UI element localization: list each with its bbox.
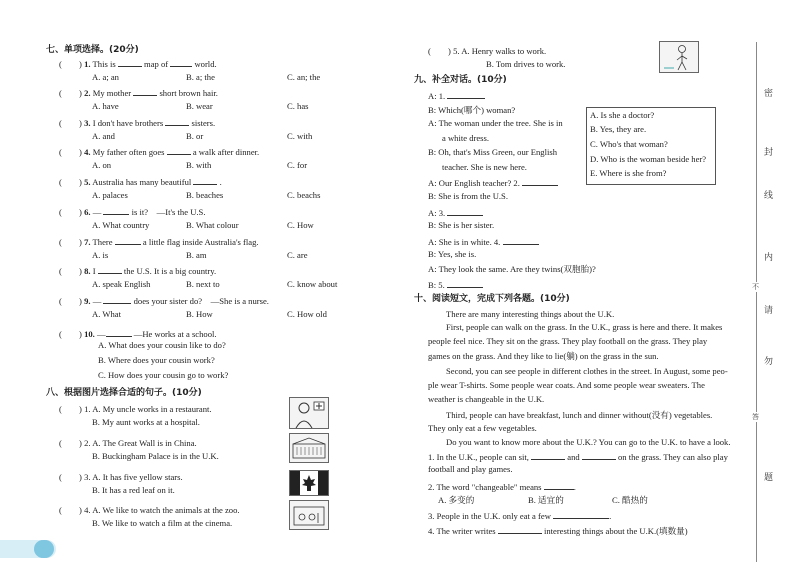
question-text: is it? —It's the U.S. <box>131 207 206 217</box>
option-b: B. beaches <box>186 190 224 200</box>
answer-blank[interactable] <box>133 86 157 96</box>
question-number: 3. <box>84 118 91 128</box>
binding-char: 封 <box>764 148 774 158</box>
dialogue-text: A: Our English teacher? 2. <box>428 178 520 188</box>
option-a: A. and <box>92 131 115 141</box>
option-c: C. Who's that woman? <box>590 139 668 149</box>
answer-blank[interactable] <box>531 450 565 460</box>
question-text: map of <box>144 59 169 69</box>
binding-line <box>756 42 757 562</box>
dialogue-line <box>428 220 494 230</box>
option-c: C. beachs <box>287 190 321 200</box>
q2-option-c: C. 酷热的 <box>612 495 648 505</box>
dialogue-line <box>428 176 558 188</box>
question-number: 10. <box>84 329 95 339</box>
question-1 <box>59 57 217 70</box>
answer-blank[interactable] <box>98 264 122 274</box>
option-c: C. has <box>287 101 309 111</box>
section-10-title: 十、阅读短文，完成下列各题。(10分) <box>414 294 570 304</box>
dialogue-line <box>428 147 557 157</box>
reading-question-1-cont: football and play games. <box>428 464 513 474</box>
binding-char: 勿 <box>764 357 774 367</box>
passage-line: There are many interesting things about the U.K. <box>446 309 615 319</box>
option-b: B. with <box>186 160 212 170</box>
reading-question-1 <box>428 450 728 462</box>
option-b: B. next to <box>186 279 220 289</box>
question-text: does your sister do? —She is a nurse. <box>133 296 269 306</box>
question-7 <box>59 235 259 248</box>
dialogue-text: B: Oh, that's Miss Green, our English <box>428 147 558 157</box>
option-a: A. What <box>92 309 121 319</box>
answer-blank[interactable] <box>115 235 141 245</box>
answer-paren[interactable]: ( ) <box>59 59 82 69</box>
question-10 <box>59 327 217 340</box>
answer-blank[interactable] <box>498 524 542 534</box>
option-a: A. palaces <box>92 190 128 200</box>
dialogue-line <box>428 263 596 275</box>
dialogue-line <box>428 235 539 247</box>
question-9 <box>59 294 269 307</box>
answer-paren[interactable]: ( ) <box>428 46 451 56</box>
answer-blank[interactable] <box>503 235 539 245</box>
walking-image <box>660 42 698 72</box>
answer-paren[interactable]: ( ) <box>59 438 82 448</box>
option-a: 5. A. Henry walks to work. <box>453 46 547 56</box>
dialogue-text: a white dress. <box>442 133 490 143</box>
option-c: C. How does your cousin go to work? <box>98 370 229 380</box>
dialogue-line <box>428 104 515 116</box>
answer-blank[interactable] <box>165 116 189 126</box>
binding-char: 请 <box>764 306 774 316</box>
option-a: 3. A. It has five yellow stars. <box>84 472 183 482</box>
passage-line: people feel nice. They sit on the grass. They play football on the grass. They play <box>428 336 708 346</box>
option-c: C. with <box>287 131 313 141</box>
option-c: C. How old <box>287 309 327 319</box>
option-c: C. an; the <box>287 72 321 82</box>
answer-blank[interactable] <box>167 145 191 155</box>
section-8-title: 八、根据图片选择合适的句子。(10分) <box>46 388 202 398</box>
palace-image <box>290 434 328 462</box>
section-8-item-3 <box>59 471 183 483</box>
answer-blank[interactable] <box>118 57 142 67</box>
dialogue-text: B: Which(哪个) woman? <box>428 105 516 115</box>
answer-blank[interactable] <box>553 509 609 519</box>
question-text: on the grass. They can also play <box>618 452 728 462</box>
option-b: B. am <box>186 250 207 260</box>
answer-paren[interactable]: ( ) <box>59 207 82 217</box>
dialogue-text: A: The woman under the tree. She is in <box>428 118 563 128</box>
question-3 <box>59 116 215 129</box>
question-number: 6. <box>84 207 91 217</box>
question-number: 2. <box>84 88 91 98</box>
answer-blank[interactable] <box>544 480 574 490</box>
section-9-title: 九、补全对话。(10分) <box>414 75 507 85</box>
answer-blank[interactable] <box>193 175 217 185</box>
question-text: world. <box>194 59 217 69</box>
dialogue-line <box>428 89 485 101</box>
question-number: 8. <box>84 266 91 276</box>
question-text: 4. The writer writes <box>428 526 496 536</box>
question-text: 3. People in the U.K. only eat a few <box>428 511 551 521</box>
answer-blank[interactable] <box>582 450 616 460</box>
dialogue-text: A: 1. <box>428 91 446 101</box>
dialogue-text: A: 3. <box>428 208 446 218</box>
dialogue-text: B: 5. <box>428 280 445 290</box>
binding-char: 密 <box>764 89 774 99</box>
option-a: A. a; an <box>92 72 119 82</box>
question-text: I don't have brothers <box>92 118 164 128</box>
question-6 <box>59 205 205 218</box>
picture-doctor <box>289 397 329 429</box>
answer-paren[interactable]: ( ) <box>59 472 82 482</box>
binding-char: 不 <box>752 283 759 291</box>
option-b: B. My aunt works at a hospital. <box>92 417 200 427</box>
question-text: 2. The word "changeable" means <box>428 482 542 492</box>
option-a: 1. A. My uncle works in a restaurant. <box>84 404 212 414</box>
option-b: B. or <box>186 131 204 141</box>
answer-paren[interactable]: ( ) <box>59 177 82 187</box>
dialogue-text: A: They look the same. Are they twins(双胞胎)? <box>428 264 596 274</box>
question-text: a little flag inside Australia's flag. <box>142 237 259 247</box>
dialogue-text: teacher. She is new here. <box>442 162 527 172</box>
binding-char: 内 <box>764 253 774 263</box>
dialogue-line <box>428 118 563 128</box>
option-b: B. It has a red leaf on it. <box>92 485 175 495</box>
dialogue-text: B: She is her sister. <box>428 220 495 230</box>
section-8-item-2 <box>59 437 197 449</box>
dialogue-line <box>428 249 476 259</box>
passage-line: They only eat a few vegetables. <box>428 423 537 433</box>
option-a: A. What does your cousin like to do? <box>98 340 226 350</box>
option-a: A. have <box>92 101 119 111</box>
answer-blank[interactable] <box>170 57 192 67</box>
dialogue-text: A: She is in white. 4. <box>428 237 501 247</box>
question-8 <box>59 264 216 277</box>
option-b: B. Where does your cousin work? <box>98 355 215 365</box>
question-text: — <box>92 207 102 217</box>
doctor-image <box>290 398 328 428</box>
passage-line: First, people can walk on the grass. In the U.K., grass is here and there. It makes <box>446 322 723 332</box>
question-text: 1. In the U.K., people can sit, <box>428 452 529 462</box>
dialogue-text: B: Yes, she is. <box>428 249 477 259</box>
passage-line: games on the grass. And they like to lie(躺) on the grass in the sun. <box>428 351 659 361</box>
answer-blank[interactable] <box>106 327 132 337</box>
passage-line: Third, people can have breakfast, lunch and dinner without(没有) vegetables. <box>446 410 713 420</box>
binding-char: 线 <box>764 191 774 201</box>
answer-blank[interactable] <box>447 206 483 216</box>
binding-char: 题 <box>764 473 774 483</box>
answer-blank[interactable] <box>103 205 129 215</box>
question-text: There <box>92 237 113 247</box>
section-7-title: 七、单项选择。(20分) <box>46 45 139 55</box>
answer-blank[interactable] <box>447 89 485 99</box>
section-8-item-5 <box>428 45 546 57</box>
question-text: short brown hair. <box>159 88 218 98</box>
page-number-circle <box>34 540 54 558</box>
question-4 <box>59 145 259 158</box>
question-number: 1. <box>84 59 91 69</box>
answer-paren[interactable]: ( ) <box>59 329 82 339</box>
dialogue-line <box>428 278 483 290</box>
answer-paren[interactable]: ( ) <box>59 266 82 276</box>
option-b: B. Yes, they are. <box>590 124 647 134</box>
section-8-item-1 <box>59 403 212 415</box>
option-a: A. Is she a doctor? <box>590 110 655 120</box>
answer-blank[interactable] <box>447 278 483 288</box>
option-a: A. is <box>92 250 109 260</box>
picture-walking <box>659 41 699 73</box>
question-2 <box>59 86 218 99</box>
question-number: 9. <box>84 296 91 306</box>
dialogue-line <box>428 191 508 201</box>
question-text: I <box>92 266 96 276</box>
option-a: A. on <box>92 160 112 170</box>
answer-paren[interactable]: ( ) <box>59 118 82 128</box>
canada-flag-image <box>290 471 328 495</box>
dialogue-options-box <box>586 107 716 185</box>
question-text: This is <box>92 59 116 69</box>
question-text: . <box>219 177 222 187</box>
option-c: C. know about <box>287 279 338 289</box>
picture-canada-flag <box>289 470 329 496</box>
question-number: 4. <box>84 147 91 157</box>
answer-paren[interactable]: ( ) <box>59 505 82 515</box>
answer-paren[interactable]: ( ) <box>59 296 82 306</box>
dialogue-line <box>442 133 489 143</box>
answer-blank[interactable] <box>522 176 558 186</box>
question-text: My father often goes <box>92 147 165 157</box>
question-text: and <box>567 452 580 462</box>
question-5 <box>59 175 222 188</box>
question-number: 5. <box>84 177 91 187</box>
option-a: 2. A. The Great Wall is in China. <box>84 438 197 448</box>
option-a: 4. A. We like to watch the animals at the zoo. <box>84 505 240 515</box>
option-b: B. wear <box>186 101 213 111</box>
zoo-image <box>290 501 328 529</box>
passage-line: Do you want to know more about the U.K.? You can go to the U.K. to have a look. <box>446 437 731 447</box>
answer-paren[interactable]: ( ) <box>59 88 82 98</box>
option-a: A. speak English <box>92 279 151 289</box>
picture-palace <box>289 433 329 463</box>
reading-question-4 <box>428 524 688 537</box>
answer-paren[interactable]: ( ) <box>59 404 82 414</box>
question-text: sisters. <box>191 118 216 128</box>
question-text: the U.S. It is a big country. <box>123 266 217 276</box>
question-text: — <box>92 296 102 306</box>
question-number: 7. <box>84 237 91 247</box>
question-text: a walk after dinner. <box>192 147 260 157</box>
reading-question-3: 3. People in the U.K. only eat a few . <box>428 511 612 521</box>
question-text: interesting things about the U.K.(填数量) <box>543 526 688 536</box>
option-b: B. Tom drives to work. <box>486 59 566 69</box>
question-text: My mother <box>92 88 132 98</box>
question-text: —He works at a school. <box>133 329 217 339</box>
option-a: A. What country <box>92 220 150 230</box>
reading-question-2: 2. The word "changeable" means . <box>428 482 576 492</box>
question-text: Australia has many beautiful <box>92 177 192 187</box>
passage-line: ple wear T-shirts. Some people wear coats. And some people wear sweaters. The <box>428 380 705 390</box>
option-b: B. What colour <box>186 220 239 230</box>
answer-paren[interactable]: ( ) <box>59 147 82 157</box>
option-b: B. How <box>186 309 213 319</box>
question-text: — <box>96 329 106 339</box>
answer-blank[interactable] <box>103 294 131 304</box>
option-c: C. for <box>287 160 308 170</box>
dialogue-line <box>428 206 483 218</box>
option-c: C. How <box>287 220 314 230</box>
q2-option-a: A. 多变的 <box>438 495 475 505</box>
option-b: B. We like to watch a film at the cinema. <box>92 518 233 528</box>
picture-zoo <box>289 500 329 530</box>
option-b: B. Buckingham Palace is in the U.K. <box>92 451 219 461</box>
option-b: B. a; the <box>186 72 215 82</box>
passage-line: weather is changeable in the U.K. <box>428 394 545 404</box>
q2-option-b: B. 适宜的 <box>528 495 564 505</box>
binding-char: 答 <box>752 413 759 421</box>
dialogue-line <box>442 162 527 172</box>
option-e: E. Where is she from? <box>590 168 667 178</box>
section-8-item-4 <box>59 504 240 516</box>
option-d: D. Who is the woman beside her? <box>590 154 707 164</box>
dialogue-text: B: She is from the U.S. <box>428 191 508 201</box>
option-c: C. are <box>287 250 308 260</box>
answer-paren[interactable]: ( ) <box>59 237 82 247</box>
passage-line: Second, you can see people in different clothes in the street. In August, some peo- <box>446 366 728 376</box>
